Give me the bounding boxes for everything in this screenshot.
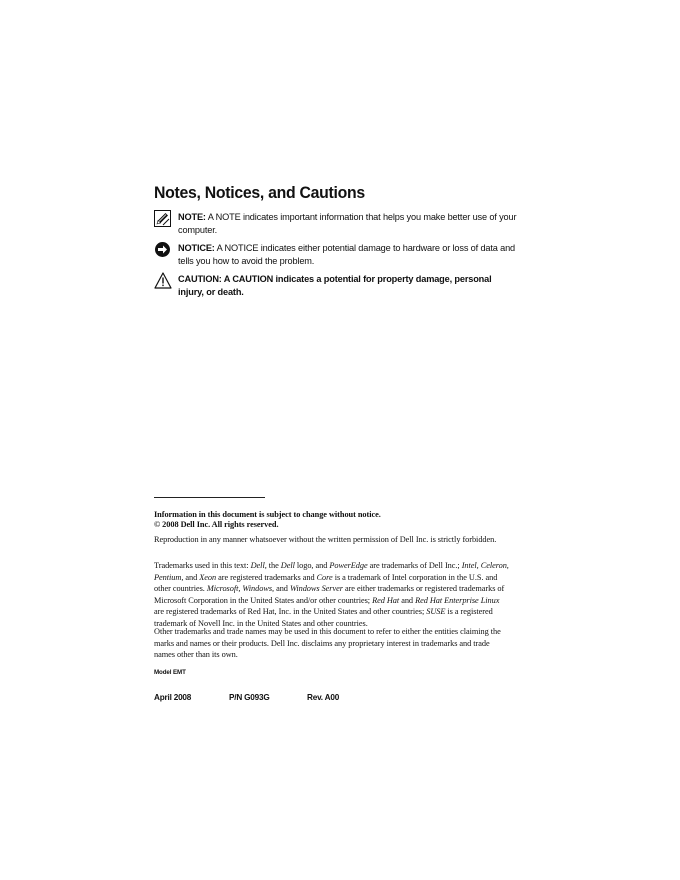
legal-copyright: © 2008 Dell Inc. All rights reserved. — [154, 520, 279, 529]
trademarks-text: are either trademarks or registered trademarks of Microsoft Corporation in the United States and/or other countries; — [154, 584, 505, 605]
trademarks-text: and — [399, 595, 416, 605]
trademark-pentium: Pentium — [154, 572, 182, 582]
legal-subject-to-change: Information in this document is subject to change without notice. — [154, 510, 381, 519]
trademarks-text: are trademarks of Dell Inc.; — [367, 561, 462, 570]
trademark-microsoft: Microsoft, Windows, — [206, 584, 275, 594]
trademark-core: Core — [316, 572, 333, 582]
trademark-intel: Intel, Celeron — [461, 561, 507, 570]
footnote-divider — [154, 497, 265, 498]
notice-label: NOTICE: — [178, 243, 215, 253]
caution-body: A CAUTION indicates a potential for property damage, personal injury, or death. — [178, 274, 492, 297]
caution-label: CAUTION: — [178, 274, 222, 284]
legal-other-trademarks: Other trademarks and trade names may be used in this document to refer to either the entities claiming the marks and names or their products. Dell Inc. disclaims any proprietary interest in trademarks and trade names other than its own. — [154, 627, 501, 660]
legal-reproduction: Reproduction in any manner whatsoever without the written permission of Dell Inc. is strictly forbidden. — [154, 535, 497, 544]
note-pencil-icon — [154, 210, 172, 228]
note-body: A NOTE indicates important information that helps you make better use of your computer. — [178, 212, 517, 235]
trademarks-text: , — [506, 561, 509, 570]
footer-revision: Rev. A00 — [307, 693, 340, 702]
trademarks-text: are registered trademarks of Red Hat, Inc. in the United States and other countries; — [154, 607, 427, 617]
trademark-dell-logo: Dell — [280, 561, 295, 570]
warning-triangle-icon — [154, 272, 172, 290]
footer-date: April 2008 — [154, 693, 192, 702]
trademarks-text: , and — [181, 572, 200, 582]
trademark-xeon: Xeon — [199, 572, 217, 582]
notice-body: A NOTICE indicates either potential damage to hardware or loss of data and tells you how to avoid the problem. — [178, 243, 516, 266]
page-title: Notes, Notices, and Cautions — [154, 183, 365, 202]
trademarks-text: Trademarks used in this text: — [154, 561, 251, 570]
note-label: NOTE: — [178, 212, 206, 222]
trademarks-text: logo, and — [294, 561, 330, 570]
legal-trademarks — [154, 560, 510, 630]
trademark-red-hat: Red Hat — [372, 595, 400, 605]
trademarks-text: and — [274, 584, 290, 594]
trademark-suse: SUSE — [426, 607, 446, 617]
trademarks-text: , the — [264, 561, 281, 570]
caution-text — [178, 273, 518, 298]
trademarks-text: is a trademark of Intel corporation in the U.S. and other countries. — [154, 572, 498, 594]
trademark-windows-server: Windows Server — [289, 584, 343, 594]
trademarks-text: is a registered trademark of Novell Inc. in the United States and other countries. — [154, 607, 493, 628]
notice-icon — [154, 241, 172, 259]
note-text — [178, 211, 518, 236]
model-number: Model EMT — [154, 669, 186, 676]
footer-part-number: P/N G093G — [229, 693, 270, 702]
trademark-dell: Dell — [250, 561, 265, 570]
trademark-rhel: Red Hat Enterprise Linux — [415, 595, 500, 605]
trademark-poweredge: PowerEdge — [329, 561, 368, 570]
notice-text — [178, 242, 518, 267]
trademarks-text: are registered trademarks and — [216, 572, 317, 582]
